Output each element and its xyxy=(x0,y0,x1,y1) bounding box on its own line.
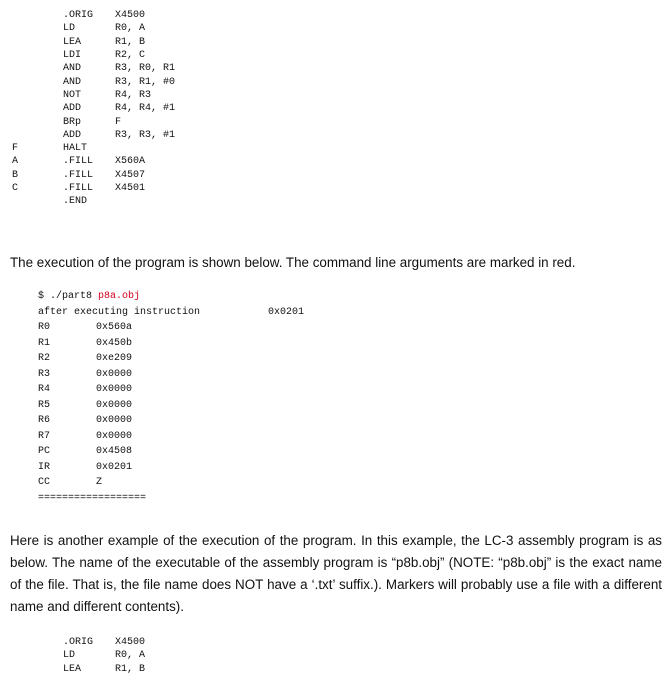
register-value: 0x560a xyxy=(96,322,133,334)
code-line xyxy=(12,636,145,649)
register-name: R3 xyxy=(38,368,51,380)
code-operands: R0, A xyxy=(115,23,146,35)
after-instruction-line xyxy=(38,305,304,321)
code-line xyxy=(12,663,145,676)
register-row xyxy=(38,320,304,336)
code-line xyxy=(12,62,175,75)
code-opcode: LDI xyxy=(63,50,82,62)
code-line xyxy=(12,169,175,182)
register-name: R1 xyxy=(38,337,51,349)
register-row xyxy=(38,382,304,398)
code-opcode: .FILL xyxy=(63,183,94,194)
code-line xyxy=(12,155,175,168)
code-line xyxy=(12,89,175,102)
assembly-listing-2 xyxy=(12,636,145,676)
code-label: A xyxy=(12,156,19,168)
register-row xyxy=(38,413,304,429)
register-value: 0x450b xyxy=(96,337,133,349)
code-opcode: AND xyxy=(63,76,82,88)
code-label: B xyxy=(12,169,19,181)
code-operands: X4501 xyxy=(115,183,146,194)
register-name: CC xyxy=(38,477,51,489)
register-value: 0x0000 xyxy=(96,384,133,396)
register-row xyxy=(38,460,304,476)
separator-line: ================== xyxy=(38,492,147,504)
code-opcode: ADD xyxy=(63,103,82,115)
register-value: 0x0201 xyxy=(96,461,133,473)
code-opcode: ADD xyxy=(63,129,82,141)
register-name: IR xyxy=(38,461,51,473)
command-line xyxy=(38,289,304,305)
code-operands: R1, B xyxy=(115,36,146,48)
code-line xyxy=(12,22,175,35)
code-line xyxy=(12,75,175,88)
code-operands: X4500 xyxy=(115,637,146,649)
assembly-listing-1 xyxy=(12,9,175,208)
code-opcode: LEA xyxy=(63,663,82,675)
code-operands: X4500 xyxy=(115,10,146,22)
code-line xyxy=(12,195,175,208)
paragraph-execution-intro: The execution of the program is shown below. The command line arguments are marked in red. xyxy=(10,255,576,270)
register-value: 0x0000 xyxy=(96,368,133,380)
command-argument: p8a.obj xyxy=(98,291,141,303)
code-operands: R4, R4, #1 xyxy=(115,103,176,115)
register-row xyxy=(38,429,304,445)
code-line xyxy=(12,129,175,142)
register-value: 0xe209 xyxy=(96,353,133,365)
code-operands: R3, R0, R1 xyxy=(115,63,176,75)
code-opcode: BRp xyxy=(63,116,82,128)
register-value: 0x0000 xyxy=(96,430,133,442)
register-value: 0x0000 xyxy=(96,415,133,427)
code-operands: F xyxy=(115,116,122,128)
code-operands: X560A xyxy=(115,156,146,168)
code-line xyxy=(12,182,175,195)
command-prompt: $ ./part8 xyxy=(38,291,99,303)
register-name: R5 xyxy=(38,399,51,411)
code-operands: R1, B xyxy=(115,663,146,675)
code-opcode: LEA xyxy=(63,36,82,48)
code-opcode: HALT xyxy=(63,143,88,155)
register-row xyxy=(38,475,304,491)
code-operands: R3, R3, #1 xyxy=(115,129,176,141)
code-opcode: AND xyxy=(63,63,82,75)
code-opcode: NOT xyxy=(63,89,82,101)
code-opcode: .END xyxy=(63,196,88,208)
paragraph-second-example: Here is another example of the execution of the program. In this example, the LC-3 assembly program is as below. The name of the executable of the assembly program is “p8b.obj” (NOTE: “p8b.obj” is the exact name of the file. That is, the file name does NOT have a ‘.txt’ suffix.). Markers will probably use a file with a different name and different contents). xyxy=(10,533,662,614)
register-name: PC xyxy=(38,446,51,458)
after-instruction-label: after executing instruction xyxy=(38,306,201,318)
register-name: R4 xyxy=(38,384,51,396)
code-operands: R4, R3 xyxy=(115,89,152,101)
code-opcode: .ORIG xyxy=(63,637,94,649)
code-operands: R2, C xyxy=(115,50,146,62)
register-row xyxy=(38,398,304,414)
code-operands: X4507 xyxy=(115,169,146,181)
code-line xyxy=(12,102,175,115)
code-line xyxy=(12,36,175,49)
code-opcode: .FILL xyxy=(63,156,94,168)
after-instruction-value: 0x0201 xyxy=(268,306,305,318)
code-line xyxy=(12,142,175,155)
code-line xyxy=(12,9,175,22)
register-row xyxy=(38,367,304,383)
code-opcode: LD xyxy=(63,650,76,662)
code-label: C xyxy=(12,183,19,194)
code-label: F xyxy=(12,143,19,155)
register-value: 0x4508 xyxy=(96,446,133,458)
code-line xyxy=(12,115,175,128)
code-line xyxy=(12,649,145,662)
register-value: Z xyxy=(96,477,103,489)
register-value: 0x0000 xyxy=(96,399,133,411)
register-row xyxy=(38,336,304,352)
register-name: R0 xyxy=(38,322,51,334)
code-operands: R0, A xyxy=(115,650,146,662)
code-operands: R3, R1, #0 xyxy=(115,76,176,88)
code-opcode: LD xyxy=(63,23,76,35)
register-name: R7 xyxy=(38,430,51,442)
code-opcode: .FILL xyxy=(63,169,94,181)
register-name: R2 xyxy=(38,353,51,365)
terminal-output xyxy=(38,289,304,506)
code-opcode: .ORIG xyxy=(63,10,94,22)
code-line xyxy=(12,49,175,62)
register-name: R6 xyxy=(38,415,51,427)
register-row xyxy=(38,351,304,367)
register-row xyxy=(38,444,304,460)
